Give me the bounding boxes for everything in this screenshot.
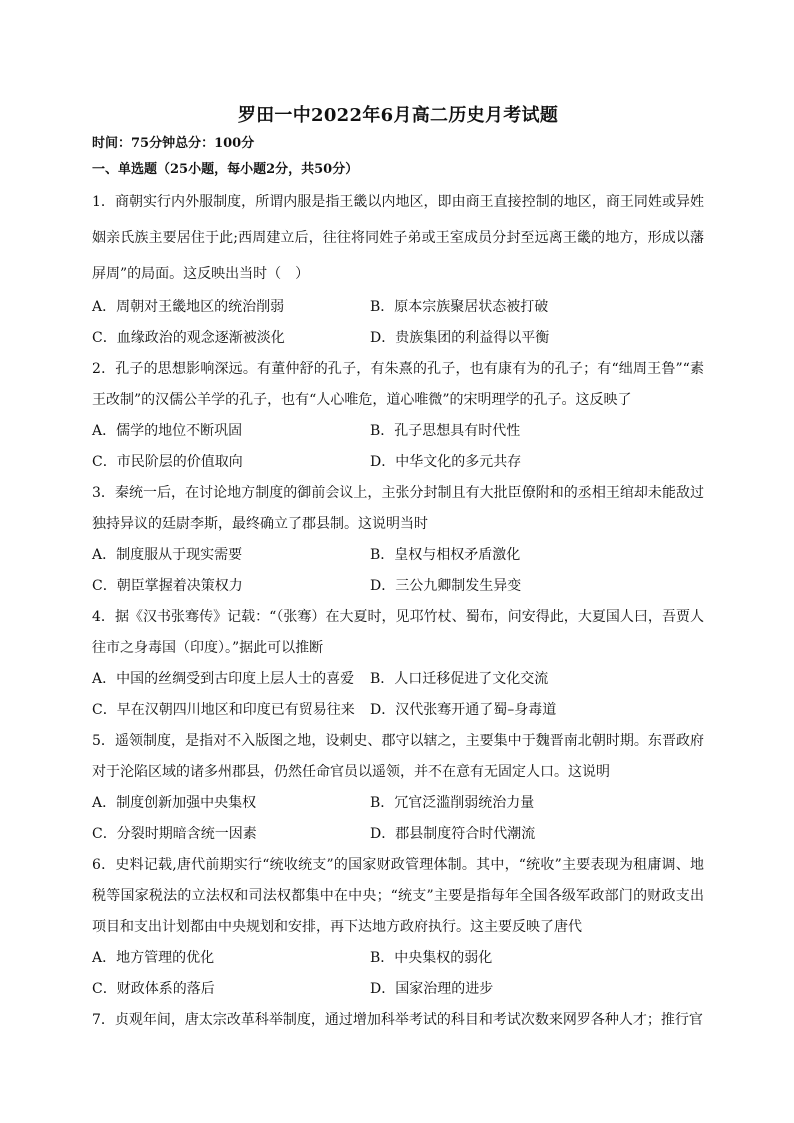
- question-options: [92, 416, 704, 478]
- question-5: [92, 726, 704, 850]
- option-d: D．汉代张骞开通了蜀–身毒道: [370, 702, 557, 718]
- question-stem: 3．秦统一后，在讨论地方制度的御前会议上，主张分封制且有大批臣僚附和的丞相王绾却未能敌过独持异议的廷尉李斯，最终确立了郡县制。这说明当时: [92, 485, 704, 532]
- option-d: D．郡县制度符合时代潮流: [370, 826, 536, 842]
- option-b: B．中央集权的弱化: [370, 950, 493, 966]
- option-c: C．分裂时期暗含统一因素: [92, 826, 257, 842]
- option-c: C．血缘政治的观念逐渐被淡化: [92, 330, 285, 346]
- page-title: 罗田一中2022年6月高二历史月考试题: [237, 105, 559, 126]
- option-a: A．中国的丝绸受到古印度上层人士的喜爱: [92, 671, 355, 687]
- option-c: C．早在汉朝四川地区和印度已有贸易往来: [92, 702, 355, 718]
- option-b: B．冗官泛滥削弱统治力量: [370, 795, 535, 811]
- question-1: [92, 184, 704, 354]
- option-b: B．孔子思想具有时代性: [370, 423, 521, 439]
- question-stem: 5．遥领制度，是指对不入版图之地，设刺史、郡守以辖之，主要集中于魏晋南北朝时期。东晋政府对于沦陷区域的诸多州郡县，仍然任命官员以遥领，并不在意有无固定人口。这说明: [92, 733, 704, 780]
- question-stem: 1．商朝实行内外服制度，所谓内服是指王畿以内地区，即由商王直接控制的地区，商王同姓或异姓姻亲氏族主要居住于此;西周建立后，往往将同姓子弟或王室成员分封至远离王畿的地方，形成以藩屏周”的局面。这反映出当时（ ）: [92, 194, 704, 282]
- question-stem: 4．据《汉书张骞传》记载：“（张骞）在大夏时，见邛竹杖、蜀布，问安得此，大夏国人曰，吾贾人往市之身毒国（印度）。”据此可以推断: [92, 609, 704, 656]
- option-a: A．制度创新加强中央集权: [92, 795, 257, 811]
- option-d: D．三公九卿制发生异变: [370, 578, 522, 594]
- section-heading: 一、单选题（25小题，每小题2分，共50分）: [92, 162, 359, 177]
- question-3: [92, 478, 704, 602]
- option-b: B．人口迁移促进了文化交流: [370, 671, 549, 687]
- question-options: [92, 664, 704, 726]
- question-6: [92, 850, 704, 1005]
- question-stem: 2．孔子的思想影响深远。有董仲舒的孔子，有朱熹的孔子，也有康有为的孔子；有“绌周王鲁”“素王改制”的汉儒公羊学的孔子，也有“人心唯危，道心唯微”的宋明理学的孔子。这反映了: [92, 361, 704, 408]
- question-4: [92, 602, 704, 726]
- question-7: [92, 1005, 704, 1036]
- question-stem: 6．史料记载,唐代前期实行“统收统支”的国家财政管理体制。其中，“统收”主要表现为租庸调、地税等国家税法的立法权和司法权都集中在中央；“统支”主要是指每年全国各级军政部门的财政支出项目和支出计划都由中央规划和安排，再下达地方政府执行。这主要反映了唐代: [92, 857, 704, 935]
- exam-meta: 时间：75分钟总分：100分: [92, 136, 255, 151]
- option-d: D．中华文化的多元共存: [370, 454, 522, 470]
- option-c: C．市民阶层的价值取向: [92, 454, 243, 470]
- option-d: D．国家治理的进步: [370, 981, 494, 997]
- question-options: [92, 540, 704, 602]
- question-stem: 7．贞观年间，唐太宗改革科举制度，通过增加科举考试的科目和考试次数来网罗各种人才；推行官: [92, 1012, 703, 1028]
- option-d: D．贵族集团的利益得以平衡: [370, 330, 550, 346]
- question-options: [92, 788, 704, 850]
- option-a: A．制度服从于现实需要: [92, 547, 243, 563]
- option-a: A．儒学的地位不断巩固: [92, 423, 243, 439]
- question-options: [92, 943, 704, 1005]
- option-a: A．地方管理的优化: [92, 950, 215, 966]
- question-options: [92, 292, 704, 354]
- option-c: C．财政体系的落后: [92, 981, 215, 997]
- option-b: B．原本宗族聚居状态被打破: [370, 299, 549, 315]
- option-b: B．皇权与相权矛盾激化: [370, 547, 521, 563]
- question-2: [92, 354, 704, 478]
- option-c: C．朝臣掌握着决策权力: [92, 578, 243, 594]
- option-a: A．周朝对王畿地区的统治削弱: [92, 299, 285, 315]
